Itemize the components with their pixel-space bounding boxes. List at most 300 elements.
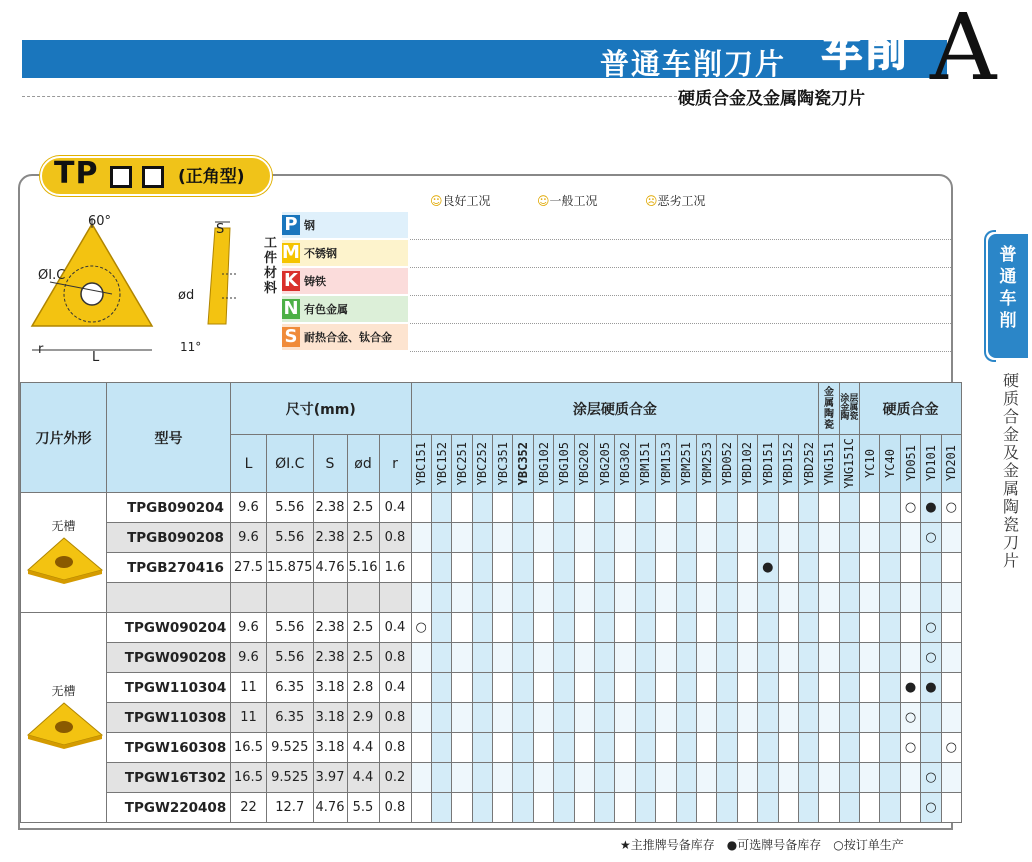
- grade-cell: [615, 703, 635, 733]
- grade-cell: [798, 733, 818, 763]
- grade-cell: [431, 523, 451, 553]
- grade-cell: [431, 763, 451, 793]
- grade-cell: [635, 763, 655, 793]
- model-cell: TPGW220408: [107, 793, 231, 823]
- grade-cell: [635, 673, 655, 703]
- legend-good: ☺良好工况: [430, 194, 491, 208]
- grade-cell: [819, 793, 839, 823]
- dimension-cell: 9.6: [231, 523, 267, 553]
- grade-name: YBG302: [618, 441, 633, 486]
- grade-cell: [411, 493, 431, 523]
- dim-col-header: r: [379, 435, 411, 493]
- grade-cell: [778, 613, 798, 643]
- grade-cell: [737, 553, 757, 583]
- grade-cell: [798, 613, 818, 643]
- grade-cell: [635, 643, 655, 673]
- model-cell: [107, 583, 231, 613]
- dimension-cell: 2.38: [313, 613, 347, 643]
- dimension-cell: 0.2: [379, 763, 411, 793]
- grade-cell: [595, 523, 615, 553]
- grade-cell: [696, 493, 716, 523]
- dimension-cell: 9.6: [231, 613, 267, 643]
- grade-name: YNG151: [822, 441, 836, 486]
- grade-cell: [411, 703, 431, 733]
- grade-cell: [574, 793, 594, 823]
- material-grid-row: [410, 268, 951, 296]
- material-grid-row: [410, 240, 951, 268]
- grade-cell: [595, 673, 615, 703]
- grade-name: YD101: [923, 445, 938, 482]
- grade-cell: [819, 763, 839, 793]
- grade-cell: [595, 493, 615, 523]
- col-header-coated-carbide: 涂层硬质合金: [411, 383, 819, 435]
- grade-cell: [493, 793, 513, 823]
- series-kind: (正角型): [178, 167, 245, 187]
- grade-cell: [941, 583, 961, 613]
- grade-cell: [656, 643, 676, 673]
- grade-cell: [921, 553, 941, 583]
- grade-cell: [656, 763, 676, 793]
- dimension-cell: 12.7: [267, 793, 314, 823]
- grade-cell: [574, 673, 594, 703]
- grade-cell: ○: [921, 793, 941, 823]
- grade-name: YBM251: [679, 441, 694, 486]
- grade-col-header: [758, 435, 778, 493]
- grade-cell: [860, 493, 880, 523]
- grade-cell: ●: [900, 673, 920, 703]
- grade-cell: [452, 583, 472, 613]
- grade-cell: [635, 703, 655, 733]
- side-tab-subtitle: 硬质合金及金属陶瓷刀片: [1002, 371, 1019, 570]
- grade-name: YBC252: [475, 441, 490, 486]
- grade-cell: [493, 583, 513, 613]
- model-cell: TPGB270416: [107, 553, 231, 583]
- grade-cell: [513, 613, 533, 643]
- grade-cell: [921, 583, 941, 613]
- grade-cell: [595, 583, 615, 613]
- grade-cell: [656, 493, 676, 523]
- grade-name: YBC352: [516, 441, 531, 486]
- grade-cell: [676, 583, 696, 613]
- grade-cell: [595, 703, 615, 733]
- dimension-cell: 1.6: [379, 553, 411, 583]
- grade-cell: [493, 613, 513, 643]
- grade-name: YBD151: [760, 441, 775, 486]
- page-subtitle: 硬质合金及金属陶瓷刀片: [678, 89, 865, 109]
- header-divider: [22, 96, 682, 97]
- grade-cell: [717, 523, 737, 553]
- grade-cell: ○: [900, 493, 920, 523]
- grade-cell: [900, 553, 920, 583]
- dimension-cell: 3.18: [313, 703, 347, 733]
- grade-cell: [533, 493, 553, 523]
- grade-cell: [778, 793, 798, 823]
- grade-cell: [513, 673, 533, 703]
- grade-cell: [860, 583, 880, 613]
- grade-cell: [839, 733, 859, 763]
- dimension-cell: 0.8: [379, 703, 411, 733]
- grade-col-header: [472, 435, 492, 493]
- grade-cell: [921, 733, 941, 763]
- grade-cell: [656, 613, 676, 643]
- grade-cell: [798, 763, 818, 793]
- grade-cell: [635, 613, 655, 643]
- grade-name: YBD102: [740, 441, 755, 486]
- grade-cell: [798, 703, 818, 733]
- dimension-cell: 15.875: [267, 553, 314, 583]
- grade-cell: [574, 613, 594, 643]
- grade-cell: [717, 673, 737, 703]
- grade-cell: [656, 703, 676, 733]
- grade-cell: [431, 553, 451, 583]
- grade-cell: [737, 673, 757, 703]
- grade-cell: [819, 523, 839, 553]
- grade-cell: [900, 793, 920, 823]
- table-row: [21, 493, 962, 523]
- grade-cell: [574, 643, 594, 673]
- grade-cell: [533, 643, 553, 673]
- grade-cell: [595, 793, 615, 823]
- grade-cell: [696, 673, 716, 703]
- grade-cell: [513, 553, 533, 583]
- side-insert-drawing: [208, 228, 230, 324]
- dimension-cell: [347, 583, 379, 613]
- grade-cell: [758, 613, 778, 643]
- grade-cell: [880, 643, 900, 673]
- grade-cell: [656, 733, 676, 763]
- grade-cell: [778, 733, 798, 763]
- grade-cell: [880, 763, 900, 793]
- grade-name: YBC151: [414, 441, 429, 486]
- grade-cell: [472, 553, 492, 583]
- grade-cell: [615, 733, 635, 763]
- grade-cell: [900, 643, 920, 673]
- grade-name: YD201: [944, 445, 959, 482]
- dimension-cell: 6.35: [267, 703, 314, 733]
- grade-cell: [900, 583, 920, 613]
- material-code-badge: S: [282, 327, 300, 347]
- grade-cell: [533, 793, 553, 823]
- dimension-cell: 9.525: [267, 763, 314, 793]
- dimension-cell: 4.76: [313, 793, 347, 823]
- grade-cell: [676, 733, 696, 763]
- grade-cell: [472, 613, 492, 643]
- grade-cell: ○: [921, 523, 941, 553]
- grade-name: YBM253: [699, 441, 714, 486]
- grade-cell: [839, 673, 859, 703]
- grade-cell: [615, 643, 635, 673]
- grade-cell: [533, 583, 553, 613]
- insert-shape-image: [24, 534, 104, 584]
- grade-cell: [839, 493, 859, 523]
- grade-cell: [452, 493, 472, 523]
- grade-name: YBC351: [495, 441, 510, 486]
- grade-cell: [595, 613, 615, 643]
- insert-diagram: [30, 214, 280, 374]
- model-cell: TPGB090208: [107, 523, 231, 553]
- grade-cell: [411, 673, 431, 703]
- grade-cell: [860, 523, 880, 553]
- grade-col-header: [595, 435, 615, 493]
- dim-col-header: ØI.C: [267, 435, 314, 493]
- dimension-cell: 3.18: [313, 673, 347, 703]
- grade-cell: [635, 493, 655, 523]
- dimension-cell: 22: [231, 793, 267, 823]
- dimension-cell: 0.4: [379, 613, 411, 643]
- grade-cell: [900, 763, 920, 793]
- grade-cell: [472, 763, 492, 793]
- dimension-cell: 0.4: [379, 493, 411, 523]
- code-placeholder-box: [142, 166, 164, 188]
- dimension-cell: 9.525: [267, 733, 314, 763]
- grade-cell: [533, 763, 553, 793]
- material-name: 铸铁: [304, 275, 326, 288]
- grade-cell: [493, 763, 513, 793]
- grade-cell: [493, 733, 513, 763]
- grade-cell: [656, 523, 676, 553]
- footer-legend: ★主推牌号备库存 ●可选牌号备库存 ○按订单生产: [620, 838, 904, 852]
- grade-col-header: [737, 435, 757, 493]
- grade-cell: [717, 613, 737, 643]
- grade-cell: [533, 553, 553, 583]
- grade-cell: [880, 553, 900, 583]
- grade-cell: [880, 673, 900, 703]
- grade-cell: [798, 553, 818, 583]
- grade-cell: [696, 583, 716, 613]
- grade-col-header: [819, 435, 839, 493]
- grade-cell: [472, 583, 492, 613]
- grade-cell: [513, 763, 533, 793]
- grade-cell: ○: [921, 613, 941, 643]
- grade-cell: [819, 613, 839, 643]
- grade-cell: [717, 583, 737, 613]
- grade-col-header: [880, 435, 900, 493]
- grade-cell: [860, 703, 880, 733]
- material-name: 有色金属: [304, 303, 348, 316]
- material-code-badge: P: [282, 215, 300, 235]
- material-grid-row: [410, 324, 951, 352]
- material-grid-row: [410, 296, 951, 324]
- grade-cell: [696, 613, 716, 643]
- dimension-cell: 6.35: [267, 673, 314, 703]
- grade-cell: [431, 493, 451, 523]
- grade-col-header: [554, 435, 574, 493]
- grade-name: YBD152: [781, 441, 796, 486]
- shape-label: 无槽: [51, 519, 76, 533]
- grade-cell: [839, 643, 859, 673]
- grade-cell: [758, 583, 778, 613]
- grade-col-header: [615, 435, 635, 493]
- grade-col-header: [431, 435, 451, 493]
- grade-cell: [880, 583, 900, 613]
- grade-cell: [941, 763, 961, 793]
- grade-col-header: [452, 435, 472, 493]
- grade-cell: [737, 703, 757, 733]
- grade-cell: [758, 703, 778, 733]
- grade-cell: [595, 763, 615, 793]
- grade-cell: [941, 553, 961, 583]
- grade-cell: [798, 583, 818, 613]
- grade-cell: [839, 553, 859, 583]
- grade-cell: [798, 523, 818, 553]
- grade-cell: [533, 673, 553, 703]
- col-header-dimensions: 尺寸(mm): [231, 383, 412, 435]
- dimension-cell: 5.16: [347, 553, 379, 583]
- grade-col-header: [900, 435, 920, 493]
- header-band: [22, 40, 947, 78]
- grade-cell: [737, 793, 757, 823]
- grade-cell: [513, 493, 533, 523]
- model-cell: TPGW110304: [107, 673, 231, 703]
- grade-cell: [554, 793, 574, 823]
- grade-col-header: [941, 435, 961, 493]
- grade-cell: [554, 673, 574, 703]
- grade-name: YBD252: [801, 441, 816, 486]
- grade-cell: [513, 643, 533, 673]
- col-header-shape: 刀片外形: [21, 383, 107, 493]
- grade-cell: [431, 793, 451, 823]
- grade-col-header: [798, 435, 818, 493]
- material-row-P: [282, 212, 408, 238]
- grade-cell: [676, 793, 696, 823]
- grade-cell: [574, 763, 594, 793]
- shape-cell: [21, 493, 107, 613]
- grade-cell: [860, 643, 880, 673]
- model-cell: TPGW160308: [107, 733, 231, 763]
- grade-cell: [452, 613, 472, 643]
- grade-col-header: [493, 435, 513, 493]
- grade-cell: [778, 493, 798, 523]
- grade-cell: [431, 673, 451, 703]
- side-tab[interactable]: [988, 234, 1028, 358]
- table-row: [21, 643, 962, 673]
- dimension-cell: 5.5: [347, 793, 379, 823]
- material-code-badge: K: [282, 271, 300, 291]
- grade-name: YBC251: [454, 441, 469, 486]
- grade-col-header: [411, 435, 431, 493]
- workpiece-label: 工件材料: [264, 236, 278, 296]
- grade-cell: [880, 703, 900, 733]
- grade-cell: [758, 523, 778, 553]
- grade-col-header: [839, 435, 859, 493]
- ic-label: ØI.C: [38, 268, 66, 283]
- model-cell: TPGW16T302: [107, 763, 231, 793]
- grade-cell: [554, 523, 574, 553]
- grade-cell: [513, 733, 533, 763]
- dimension-cell: 2.5: [347, 493, 379, 523]
- grade-cell: [819, 583, 839, 613]
- col-header-carbide: 硬质合金: [860, 383, 962, 435]
- grade-cell: [595, 643, 615, 673]
- grade-cell: [574, 733, 594, 763]
- grade-name: YBG102: [536, 441, 551, 486]
- grade-cell: [860, 793, 880, 823]
- dimension-cell: [379, 583, 411, 613]
- grade-cell: [941, 643, 961, 673]
- grade-col-header: [656, 435, 676, 493]
- grade-cell: [431, 643, 451, 673]
- grade-cell: [819, 673, 839, 703]
- grade-cell: [819, 493, 839, 523]
- grade-cell: [513, 703, 533, 733]
- grade-col-header: [860, 435, 880, 493]
- grade-name: YBC152: [434, 441, 449, 486]
- grade-cell: [717, 703, 737, 733]
- grade-cell: ○: [900, 703, 920, 733]
- grade-cell: [656, 583, 676, 613]
- dimension-cell: 27.5: [231, 553, 267, 583]
- grade-cell: [595, 553, 615, 583]
- grade-cell: [860, 673, 880, 703]
- grade-cell: ○: [941, 493, 961, 523]
- grade-cell: [880, 523, 900, 553]
- dimension-cell: 0.8: [379, 733, 411, 763]
- dimension-cell: 2.38: [313, 643, 347, 673]
- grade-cell: [472, 733, 492, 763]
- model-cell: TPGW090208: [107, 643, 231, 673]
- grade-cell: [819, 703, 839, 733]
- grade-cell: ○: [921, 763, 941, 793]
- material-grid-row: [410, 212, 951, 240]
- grade-col-header: [717, 435, 737, 493]
- grade-cell: [533, 733, 553, 763]
- grade-cell: [411, 553, 431, 583]
- grade-name: YNG151C: [842, 438, 857, 489]
- grade-cell: [717, 493, 737, 523]
- dimension-cell: 5.56: [267, 643, 314, 673]
- grade-cell: [533, 613, 553, 643]
- grade-cell: [758, 793, 778, 823]
- grade-cell: [431, 583, 451, 613]
- center-hole: [81, 283, 103, 305]
- grade-cell: [860, 553, 880, 583]
- grade-cell: [941, 703, 961, 733]
- table-row: [21, 733, 962, 763]
- grade-cell: [860, 763, 880, 793]
- grade-cell: [554, 703, 574, 733]
- grade-cell: [554, 613, 574, 643]
- grade-name: YBG105: [556, 441, 571, 486]
- grade-cell: [676, 613, 696, 643]
- grade-cell: [778, 643, 798, 673]
- grade-name: YD051: [903, 445, 918, 482]
- legend-general: ☺一般工况: [537, 194, 598, 208]
- dimension-cell: 0.8: [379, 643, 411, 673]
- grade-cell: [717, 763, 737, 793]
- grade-cell: [696, 793, 716, 823]
- grade-cell: [452, 553, 472, 583]
- radius-label: r: [38, 342, 44, 357]
- dimension-cell: 2.5: [347, 523, 379, 553]
- grade-cell: [758, 643, 778, 673]
- dimension-cell: 5.56: [267, 493, 314, 523]
- grade-cell: [737, 733, 757, 763]
- grade-cell: [452, 703, 472, 733]
- grade-cell: [635, 793, 655, 823]
- thickness-label: S: [216, 222, 225, 237]
- dim-col-header: L: [231, 435, 267, 493]
- grade-cell: [554, 643, 574, 673]
- grade-cell: [635, 583, 655, 613]
- side-tab-title: 普通车削: [999, 245, 1017, 331]
- grade-cell: [921, 703, 941, 733]
- grade-cell: [554, 763, 574, 793]
- dimension-cell: 0.8: [379, 523, 411, 553]
- grade-cell: [941, 673, 961, 703]
- grade-cell: [737, 643, 757, 673]
- grade-col-header: [696, 435, 716, 493]
- grade-cell: [493, 553, 513, 583]
